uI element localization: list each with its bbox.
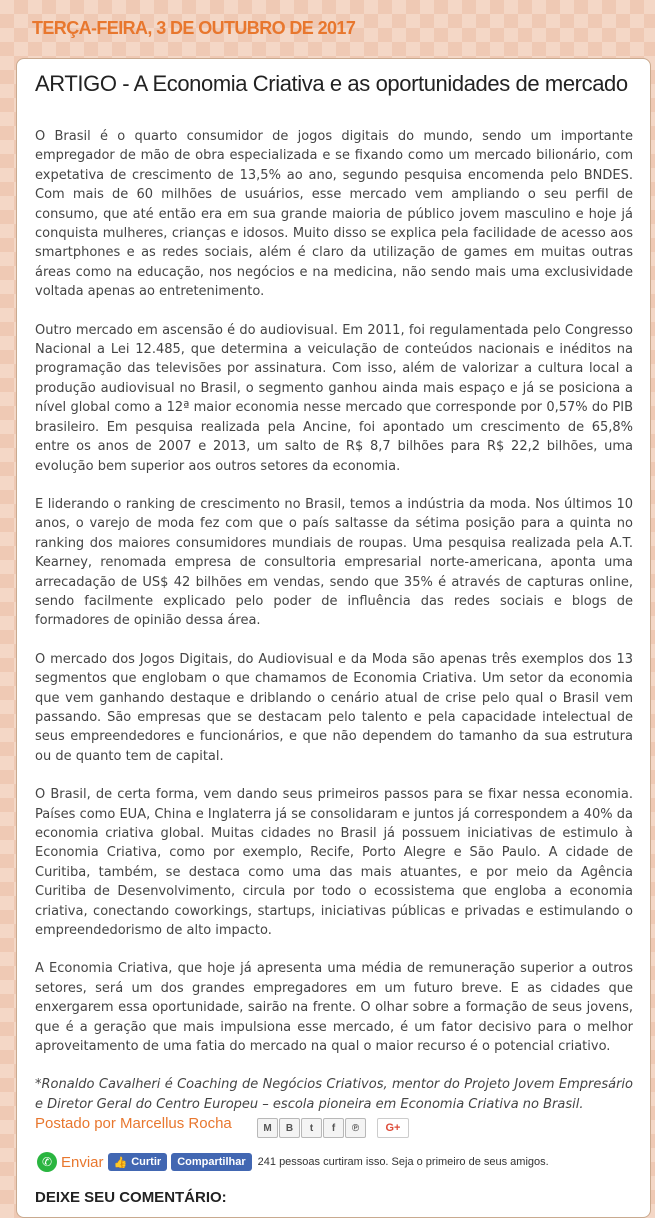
- post-title[interactable]: ARTIGO - A Economia Criativa e as oportunidades de mercado: [35, 71, 628, 96]
- blog-post: [16, 58, 651, 1218]
- author-signature: *Ronaldo Cavalheri é Coaching de Negócios Criativos, mentor do Projeto Jovem Empresário e Diretor Geral do Centro Europeu – escola pioneira em Economia Criativa no Brasil.: [35, 1077, 633, 1112]
- paragraph: O Brasil, de certa forma, vem dando seus primeiros passos para se fixar nessa economia. Países como EUA, China e Inglaterra já se consolidaram e juntos já correspondem a 40% da economia criativa global. Muitas cidades no Brasil já possuem iniciativas de estimulo à Economia Criativa, como por exemplo, Recife, Porto Alegre e São Paulo. A cidade de Curitiba, também, se destaca como uma das mais atuantes, e por meio da Agência Curitiba de Desenvolvimento, circula por todo o ecossistema que engloba a economia criativa, conectando coworkings, startups, iniciativas públicas e privadas e estimulando o empreendedorismo de alto impacto.: [35, 787, 633, 939]
- blogger-icon[interactable]: B: [279, 1118, 300, 1138]
- fb-share-button[interactable]: [171, 1153, 251, 1171]
- thumbs-up-icon: 👍: [113, 1156, 128, 1169]
- fb-share-label: Compartilhar: [177, 1156, 246, 1168]
- twitter-icon[interactable]: t: [301, 1118, 322, 1138]
- send-row: [37, 1152, 549, 1172]
- fb-like-button[interactable]: [108, 1153, 168, 1171]
- pinterest-icon[interactable]: ℗: [345, 1118, 366, 1138]
- paragraph: O mercado dos Jogos Digitais, do Audiovisual e da Moda são apenas três exemplos dos 13 segmentos que englobam o que chamamos de Economia Criativa. Um setor da economia que vem ganhando destaque e driblando o cenário atual de crise pelo qual o Brasil vem passando. São empresas que se destacam pelo talento e pela capacidade intelectual de seus empreendedores e funcionários, e que não dependem do tamanho da sua estrutura ou de quanto tem de capital.: [35, 651, 633, 764]
- paragraph: O Brasil é o quarto consumidor de jogos digitais do mundo, sendo um importante empregador de mão de obra especializada e se fixando como um mercado bilionário, com expetativa de crescimento de 13,5% ao ano, segundo pesquisa encomenda pelo BNDES. Com mais de 60 milhões de usuários, esse mercado vem ampliando o seu perfil de consumo, que até então era em sua grande maioria de público jovem masculino e hoje já conquista mulheres, crianças e idosos. Muito disso se explica pela facilidade de acesso aos smartphones e as redes sociais, além é claro da utilização de games em muitas outras áreas como na educação, nos negócios e na medicina, não sendo mais uma exclusividade voltada apenas ao entretenimento.: [35, 129, 633, 300]
- email-icon[interactable]: M: [257, 1118, 278, 1138]
- share-buttons: [257, 1118, 409, 1138]
- posted-by[interactable]: Postado por Marcellus Rocha: [35, 1115, 232, 1132]
- send-link[interactable]: Enviar: [61, 1153, 104, 1171]
- gplus-button[interactable]: G+: [377, 1118, 409, 1138]
- facebook-icon[interactable]: f: [323, 1118, 344, 1138]
- fb-like-count: 241 pessoas curtiram isso. Seja o primeiro de seus amigos.: [257, 1156, 549, 1168]
- comments-heading: DEIXE SEU COMENTÁRIO:: [35, 1189, 227, 1206]
- post-body: [35, 127, 633, 1133]
- paragraph: A Economia Criativa, que hoje já apresenta uma média de remuneração superior a outros setores, será um dos grandes empregadores em um futuro breve. E as cidades que enxergarem essa oportunidade, sairão na frente. O olhar sobre a formação de seus jovens, que é a geração que mais impulsiona esse mercado, é um fator decisivo para o melhor aproveitamento de uma fatia do mercado na qual o maior recurso é o potencial criativo.: [35, 961, 633, 1055]
- paragraph: Outro mercado em ascensão é do audiovisual. Em 2011, foi regulamentada pelo Congresso Nacional a Lei 12.485, que determina a veiculação de conteúdos nacionais e inéditos na programação das televisões por assinatura. Com isso, além de valorizar a cultura local a produção audiovisual no Brasil, o segmento ganhou ainda mais espaço e já se posiciona a nível global como a 12ª maior economia nesse mercado que corresponde por 0,57% do PIB brasileiro. Em pesquisa realizada pela Ancine, foi apontado um crescimento de 65,8% entre os anos de 2007 e 2013, um salto de R$ 8,7 bilhões para R$ 22,2 bilhões, uma evolução bem superior aos outros setores da economia.: [35, 322, 633, 474]
- date-header: TERÇA-FEIRA, 3 DE OUTUBRO DE 2017: [32, 18, 356, 38]
- whatsapp-icon[interactable]: ✆: [37, 1152, 57, 1172]
- fb-like-label: Curtir: [131, 1156, 162, 1168]
- paragraph: E liderando o ranking de crescimento no Brasil, temos a indústria da moda. Nos últimos 10 anos, o varejo de moda fez com que o país saltasse da sétima posição para a quinta no ranking dos maiores consumidores mundiais de roupas. Uma pesquisa realizada pela A.T. Kearney, renomada empresa de consultoria empresarial norte-americana, aponta uma arrecadação de US$ 42 bilhões em vendas, sendo que 35% é através de capturas online, sendo facilmente explicado pelo poder de influência das redes sociais e blogs de formadores de opinião dessa área.: [35, 496, 633, 629]
